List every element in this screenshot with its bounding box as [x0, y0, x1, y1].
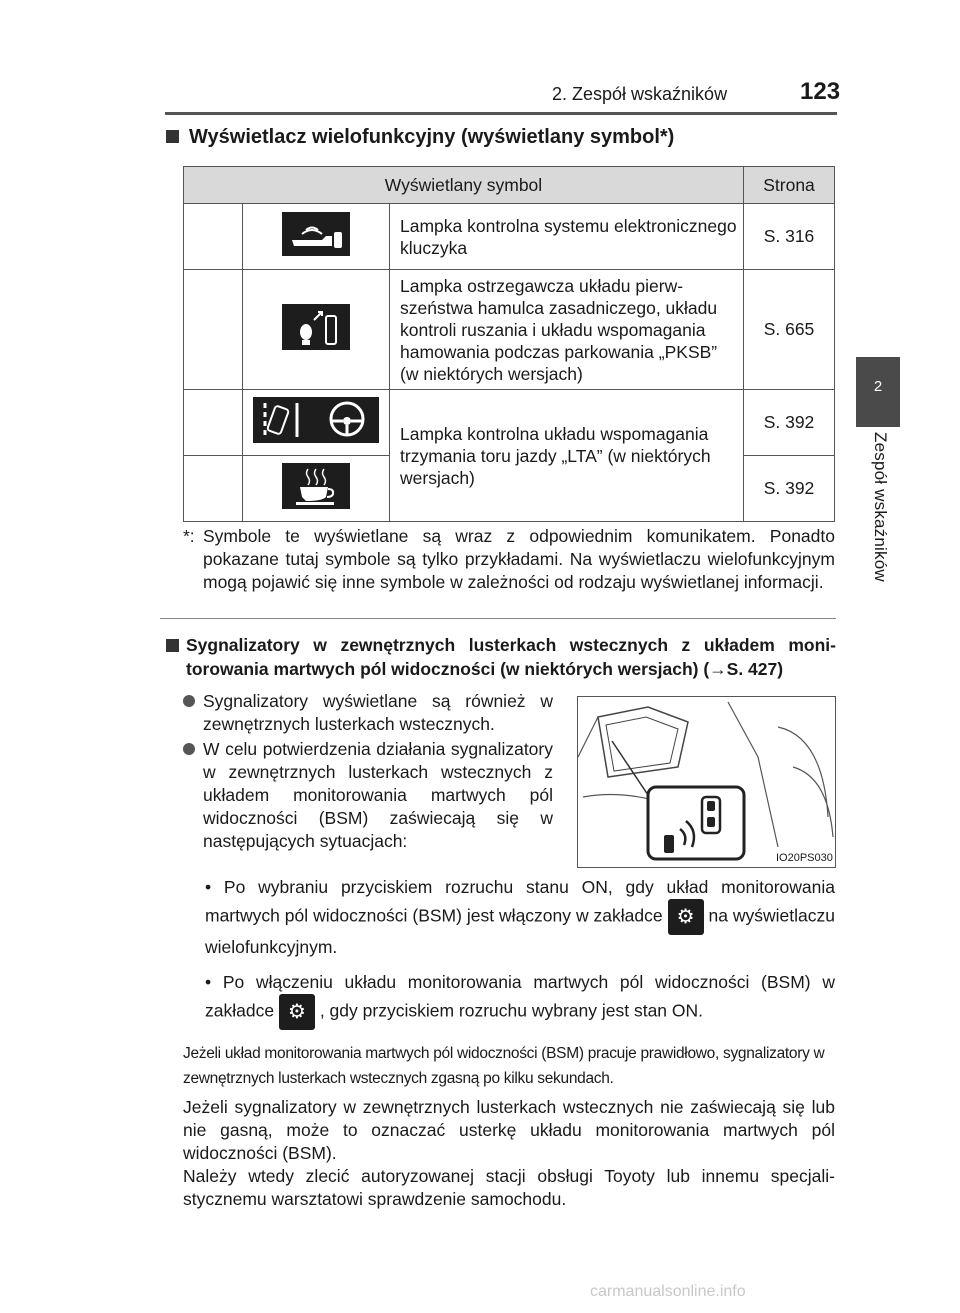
paragraph: Należy wtedy zlecić autoryzowanej stacji obsługi Toyoty lub innemu specjalistycznemu warsztatowi sprawdzenie samochodu. — [183, 1166, 835, 1209]
table-row — [184, 204, 835, 270]
lane-trace-assist-icon — [253, 397, 379, 443]
bullet-dot-icon — [183, 695, 195, 707]
row-page: S. 316 — [744, 204, 835, 270]
paragraph: Jeżeli sygnalizatory w zewnętrznych lusterkach wstecznych nie zaświecają się lub nie gasną, może to oznaczać usterkę układu monitorowania martwych pól widoczności (BSM). — [183, 1097, 835, 1163]
row-page: S. 392 — [744, 390, 835, 456]
note-text: Jeżeli układ monitorowania martwych pól widoczności (BSM) pracuje prawidłowo, sygnalizatory w zewnętrznych lusterkach wstecznych zgasną po kilku sekundach. — [183, 1045, 825, 1087]
symbol-table — [183, 166, 835, 522]
side-tab-number: 2 — [856, 357, 900, 427]
square-bullet-icon — [166, 130, 179, 143]
header-page: Strona — [744, 167, 835, 204]
list-item: W celu potwierdzenia działania sygnalizatory w zewnętrznych lusterkach wstecznych z układem monitorowania martwych pól widoczności (BSM) zaświecają się w następujących sytuacjach: — [183, 738, 553, 853]
section-title-display: Wyświetlacz wielofunkcyjny (wyświetlany symbol*) — [166, 126, 674, 149]
table-header-row — [184, 167, 835, 204]
row-page: S. 392 — [744, 456, 835, 522]
settings-gear-icon: ⚙ — [279, 994, 315, 1030]
running-header-section: 2. Zespół wskaźników — [552, 84, 728, 104]
coffee-cup-icon — [282, 463, 350, 509]
header-divider — [165, 112, 837, 115]
square-bullet-icon — [166, 639, 179, 652]
row-page: S. 665 — [744, 270, 835, 390]
footnote — [183, 525, 835, 594]
list-item: Sygnalizatory wyświetlane są również w zewnętrznych lusterkach wstecznych. — [183, 690, 553, 736]
table-row — [184, 390, 835, 456]
header-symbol: Wyświetlany symbol — [184, 167, 744, 204]
footnote-mark: *: — [183, 526, 195, 546]
list-item: • Po wybraniu przyciskiem rozruchu stanu ON, gdy układ monitorowania martwych pól widoczności (BSM) jest włączony w zakładce ⚙ na wyświetlaczu wielofunkcyjnym. — [205, 877, 835, 957]
footnote-text: Symbole te wyświetlane są wraz z odpowiednim komunikatem. Ponadto pokazane tutaj symbole są tylko przykładami. Na wyświetlaczu wielofunkcyjnym mogą pojawić się inne symbole w zależności od rodzaju wyświetlanej informacji. — [203, 526, 835, 592]
brake-pedal-warning-icon — [282, 304, 350, 350]
table-row — [184, 270, 835, 390]
section-divider — [160, 618, 836, 619]
list-item: • Po włączeniu układu monitorowania martwych pól widoczności (BSM) w zakładce ⚙ , gdy przyciskiem rozruchu wybrany jest stan ON. — [205, 970, 835, 1030]
section-title-bsm: Sygnalizatory w zewnętrznych lusterkach wstecznych z układem monitorowania martwych pól widoczności (w niektórych wersjach) (→S. 427) — [166, 633, 836, 681]
settings-gear-icon: ⚙ — [668, 899, 704, 935]
electronic-key-icon — [282, 212, 350, 256]
row-description: Lampka kontrolna układu wspomagania trzymania toru jazdy „LTA” (w niektórych wersjach) — [390, 390, 744, 522]
row-description: Lampka ostrzegawcza układu pierwszeństwa hamulca zasadniczego, układu kontroli ruszania i układu wspomagania hamowania podczas parkowania „PKSB” (w niektórych wersjach) — [390, 270, 744, 390]
side-tab-label: Zespół wskaźników — [871, 432, 890, 582]
row-description: Lampka kontrolna systemu elektronicznego kluczyka — [390, 204, 744, 270]
mirror-illustration — [577, 696, 836, 868]
page-number: 123 — [800, 78, 841, 105]
bullet-dot-icon — [183, 743, 195, 755]
illustration-code: IO20PS030 — [776, 852, 833, 864]
watermark: carmanualsonline.info — [590, 1283, 746, 1300]
